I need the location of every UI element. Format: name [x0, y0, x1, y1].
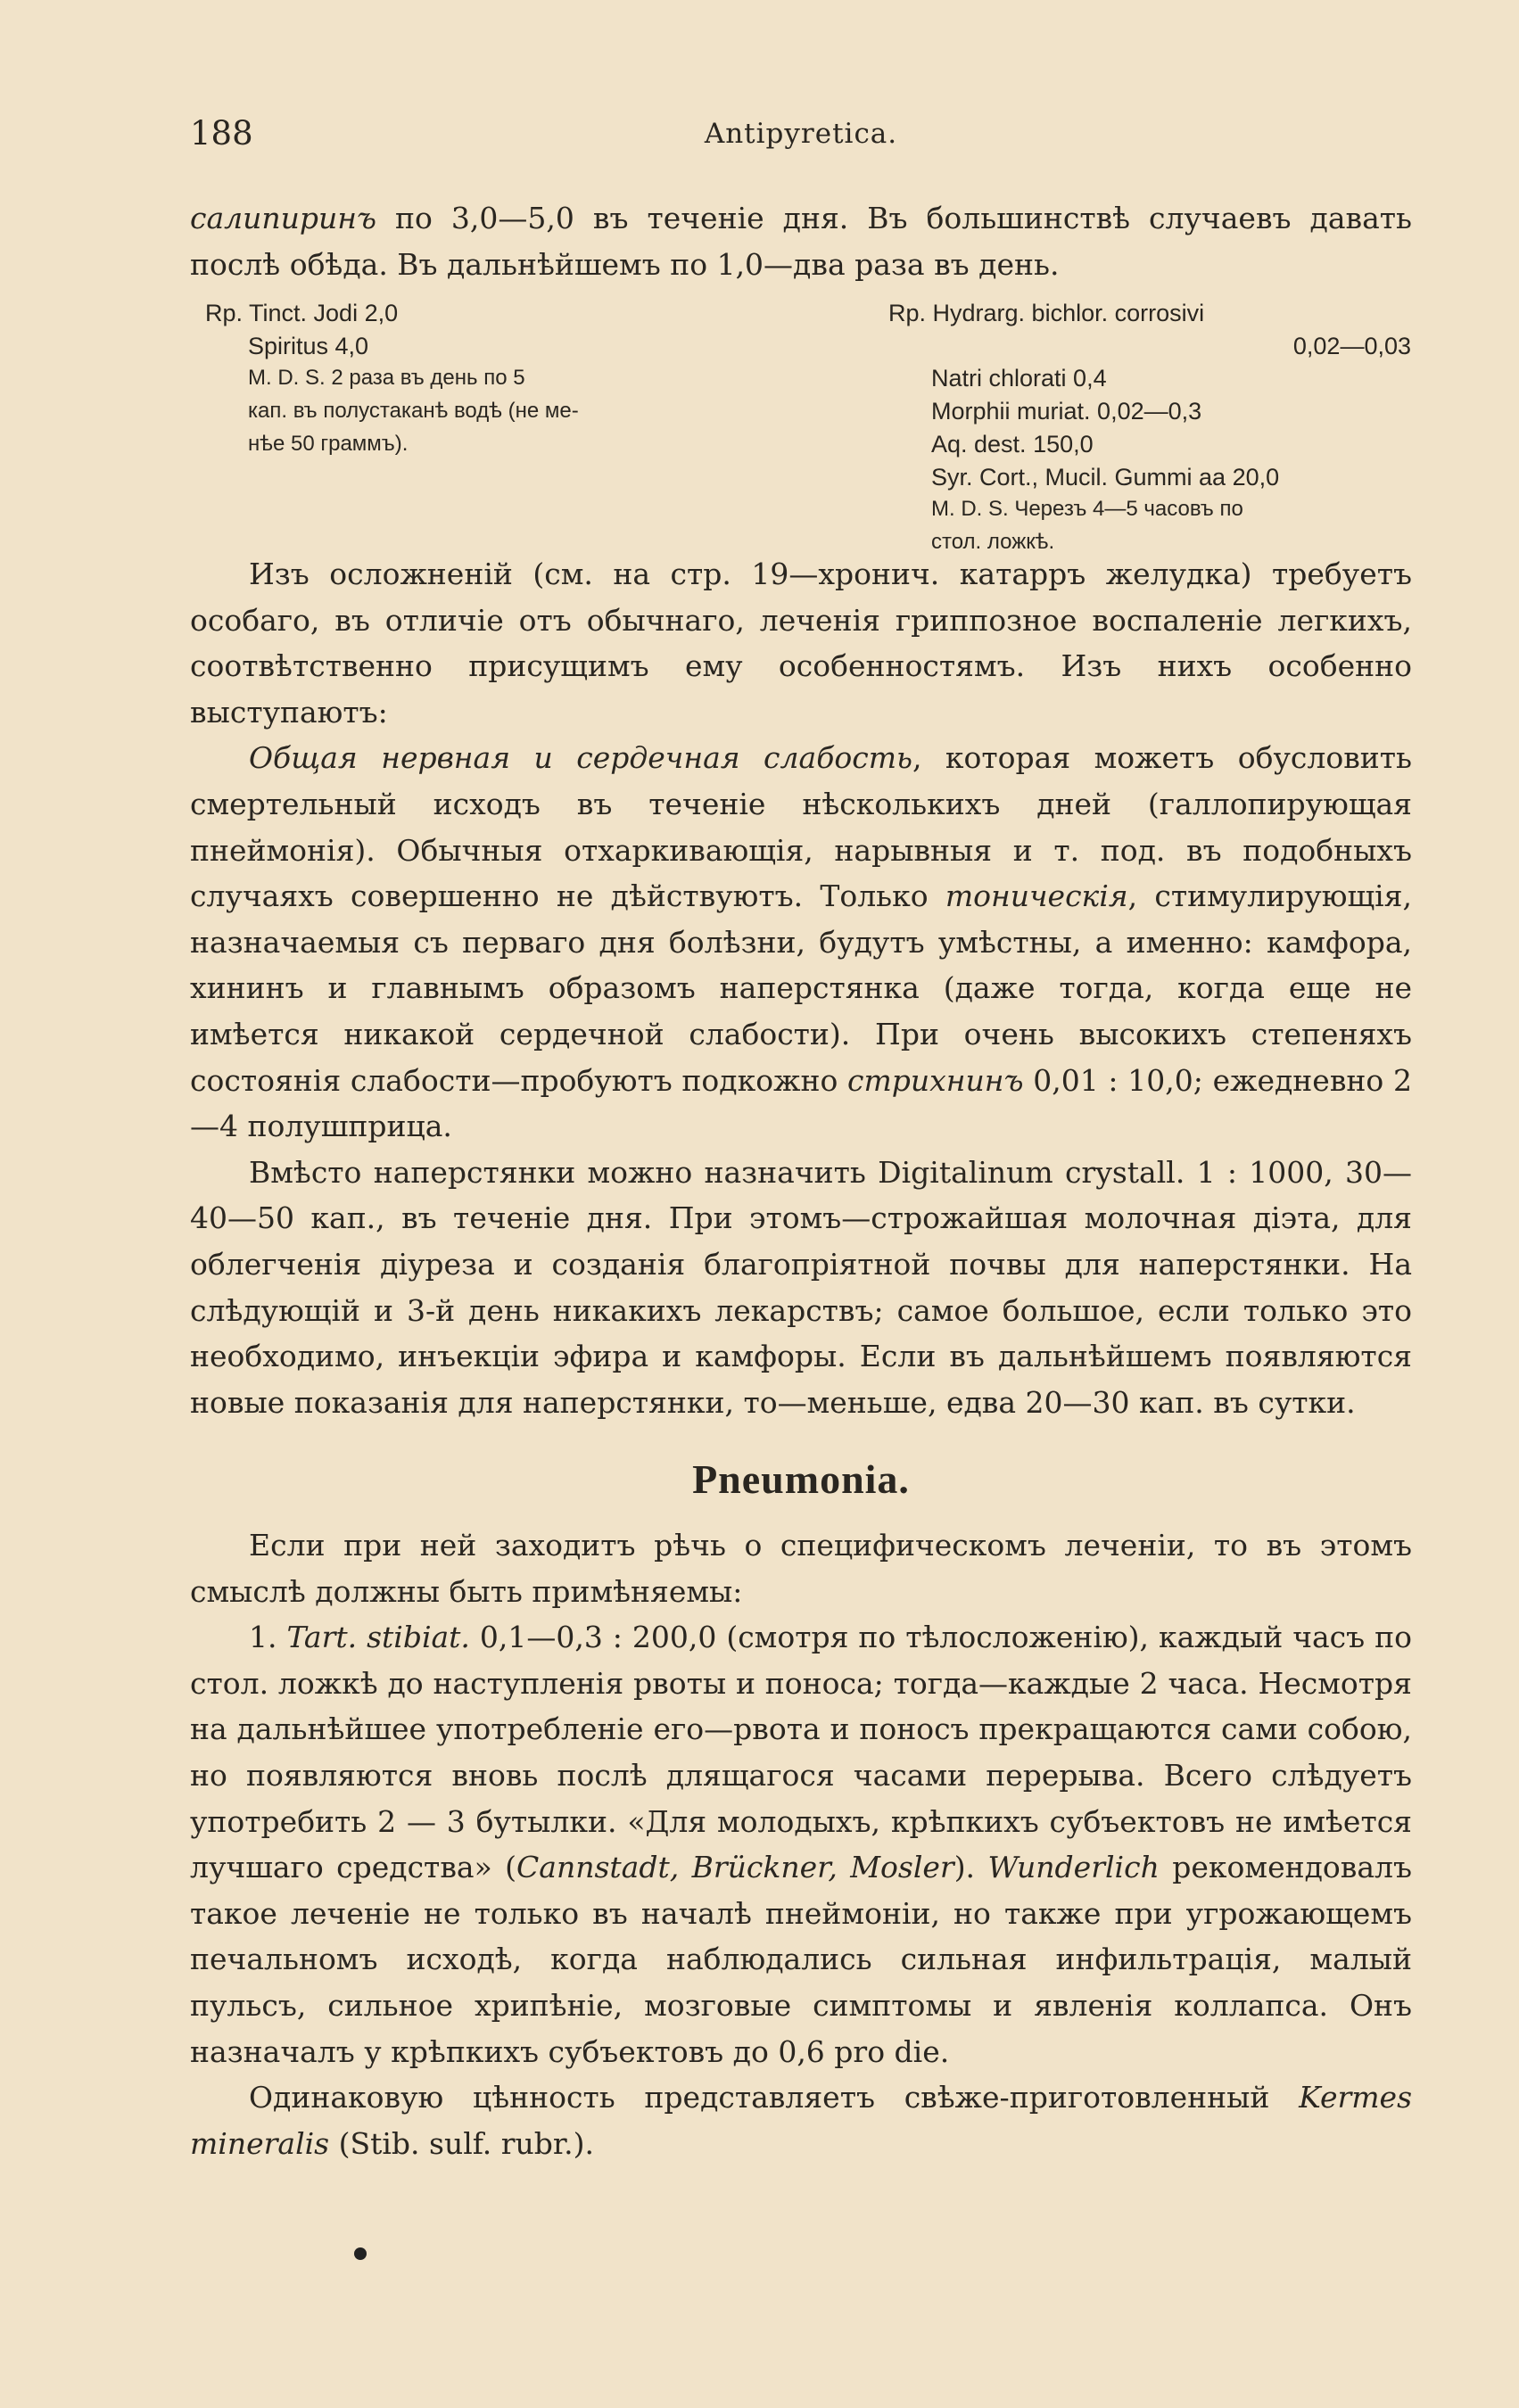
rx-line: кап. въ полустаканѣ водѣ (не ме-: [248, 399, 579, 424]
rx-line: Rp. Hydrarg. bichlor. corrosivi: [888, 300, 1205, 326]
prescriptions: [205, 297, 1418, 554]
page-number: 188: [190, 114, 253, 153]
text-run: 1.: [249, 1620, 287, 1655]
page-header: [190, 114, 1412, 159]
italic-phrase: стрихнинъ: [847, 1062, 1024, 1098]
text-run: 0,1—0,3 : 200,0 (смотря по тѣлосложенію), каждый часъ по стол. ложкѣ до наступленія рвоты и поноса; тогда—каждые 2 часа. Несмотря на дальнѣйшее употребленіе его—рвота и поносъ прекращаются сами собою, но появляются вновь послѣ длящагося часами перерыва. Всего слѣдуетъ употребить 2 — 3 бутылки. «Для молодыхъ, крѣпкихъ субъектовъ не имѣется лучшаго средства» (: [190, 1620, 1412, 1885]
intro-paragraph: [190, 195, 1412, 287]
text-run: ).: [954, 1850, 988, 1885]
ink-dot: [354, 2247, 367, 2260]
rx-line: 0,02—0,03: [1292, 332, 1411, 359]
section-heading: Pneumonia.: [692, 1456, 910, 1502]
italic-phrase: Kermes mineralis: [190, 2080, 1412, 2161]
rx-line: Aq. dest. 150,0: [931, 430, 1094, 458]
specific-treatment-paragraph: Если при ней заходитъ рѣчь о специфическомъ леченіи, то въ этомъ смыслѣ должны быть примѣняемы:: [190, 1528, 1412, 1609]
rx-line: Morphii muriat. 0,02—0,3: [931, 398, 1202, 425]
rx-line: нѣе 50 граммъ).: [248, 431, 409, 456]
text-run: 0,01 : 10,0; ежедневно 2—4 полушприца.: [190, 1062, 1412, 1144]
italic-phrase: Общая нервная и сердечная слабость: [249, 740, 912, 776]
digitalis-paragraph: Вмѣсто наперстянки можно назначить Digitalinum crystall. 1 : 1000, 30—40—50 кап., въ теченіе дня. При этомъ—строжайшая молочная діэта, для облегченія діуреза и созданія благопріятной почвы для наперстянки. На слѣдующій и 3-й день никакихъ лекарствъ; самое большое, если только это необходимо, инъекціи эфира и камфоры. Если въ дальнѣйшемъ появляются новые показанія для наперстянки, то—меньше, едва 20—30 кап. въ сутки.: [190, 1154, 1412, 1420]
italic-phrase: Wunderlich: [987, 1850, 1160, 1885]
italic-phrase: тоническія: [945, 878, 1128, 914]
text-run: , стимулирующія, назначаемыя съ перваго дня болѣзни, будутъ умѣстны, а именно: камфора, хининъ и главнымъ образомъ наперстянка (даже тогда, когда еще не имѣется никакой сердечной слабости). При очень высокихъ степеняхъ состоянія слабости—пробуютъ подкожно: [190, 878, 1412, 1098]
text-run: рекомендовалъ такое леченіе не только въ началѣ пнеймоніи, но также при угрожающемъ печальномъ исходѣ, когда наблюдались сильная инфильтрація, малый пульсъ, сильное хрипѣніе, мозговые симптомы и явленія коллапса. Онъ назначалъ у крѣпкихъ субъектовъ до 0,6 pro die.: [190, 1850, 1412, 2069]
text-run: , которая можетъ обусловить смертельный исходъ въ теченіе нѣсколькихъ дней (галлопирующая пнеймонія). Обычныя отхаркивающія, нарывныя и т. под. въ подобныхъ случаяхъ совершенно не дѣйствуютъ. Только: [190, 740, 1412, 914]
text-run: Одинаковую цѣнность представляетъ свѣже-приготовленный: [249, 2080, 1300, 2115]
rx-line: M. D. S. Черезъ 4—5 часовъ по: [931, 497, 1243, 522]
rx-line: Syr. Cort., Mucil. Gummi aa 20,0: [931, 463, 1280, 491]
rx-line: Rp. Tinct. Jodi 2,0: [205, 300, 399, 326]
intro-text: по 3,0—5,0 въ теченіе дня. Въ большинствѣ случаевъ давать послѣ обѣда. Въ дальнѣйшемъ по 1,0—два раза въ день.: [190, 201, 1412, 282]
kermes-paragraph: [190, 2074, 1412, 2166]
text-run: (Stib. sulf. rubr.).: [329, 2125, 594, 2161]
weakness-paragraph: [190, 735, 1412, 1149]
prescription-mercury: [888, 297, 1415, 559]
complications-paragraph: Изъ осложненій (см. на стр. 19—хронич. катарръ желудка) требуетъ особаго, въ отличіе отъ обычнаго, леченія гриппозное воспаленіе легкихъ, соотвѣтственно присущимъ ему особенностямъ. Изъ нихъ особенно выступаютъ:: [190, 557, 1412, 730]
rx-line: стол. ложкѣ.: [931, 529, 1055, 554]
rx-line: Spiritus 4,0: [248, 332, 369, 359]
prescription-iodine: [205, 297, 772, 461]
rx-line: M. D. S. 2 раза въ день по 5: [248, 366, 525, 391]
italic-phrase: Cannstadt, Brückner, Mosler: [516, 1850, 954, 1885]
rx-line: Natri chlorati 0,4: [931, 365, 1107, 392]
running-title: Antipyretica.: [704, 118, 898, 150]
drug-name-salipirin: салипиринъ: [190, 201, 377, 235]
body-text: [190, 551, 1412, 1425]
italic-phrase: Tart. stibiat.: [286, 1620, 470, 1655]
pneumonia-text: [190, 1522, 1412, 2166]
tartar-emetic-paragraph: [190, 1614, 1412, 2074]
